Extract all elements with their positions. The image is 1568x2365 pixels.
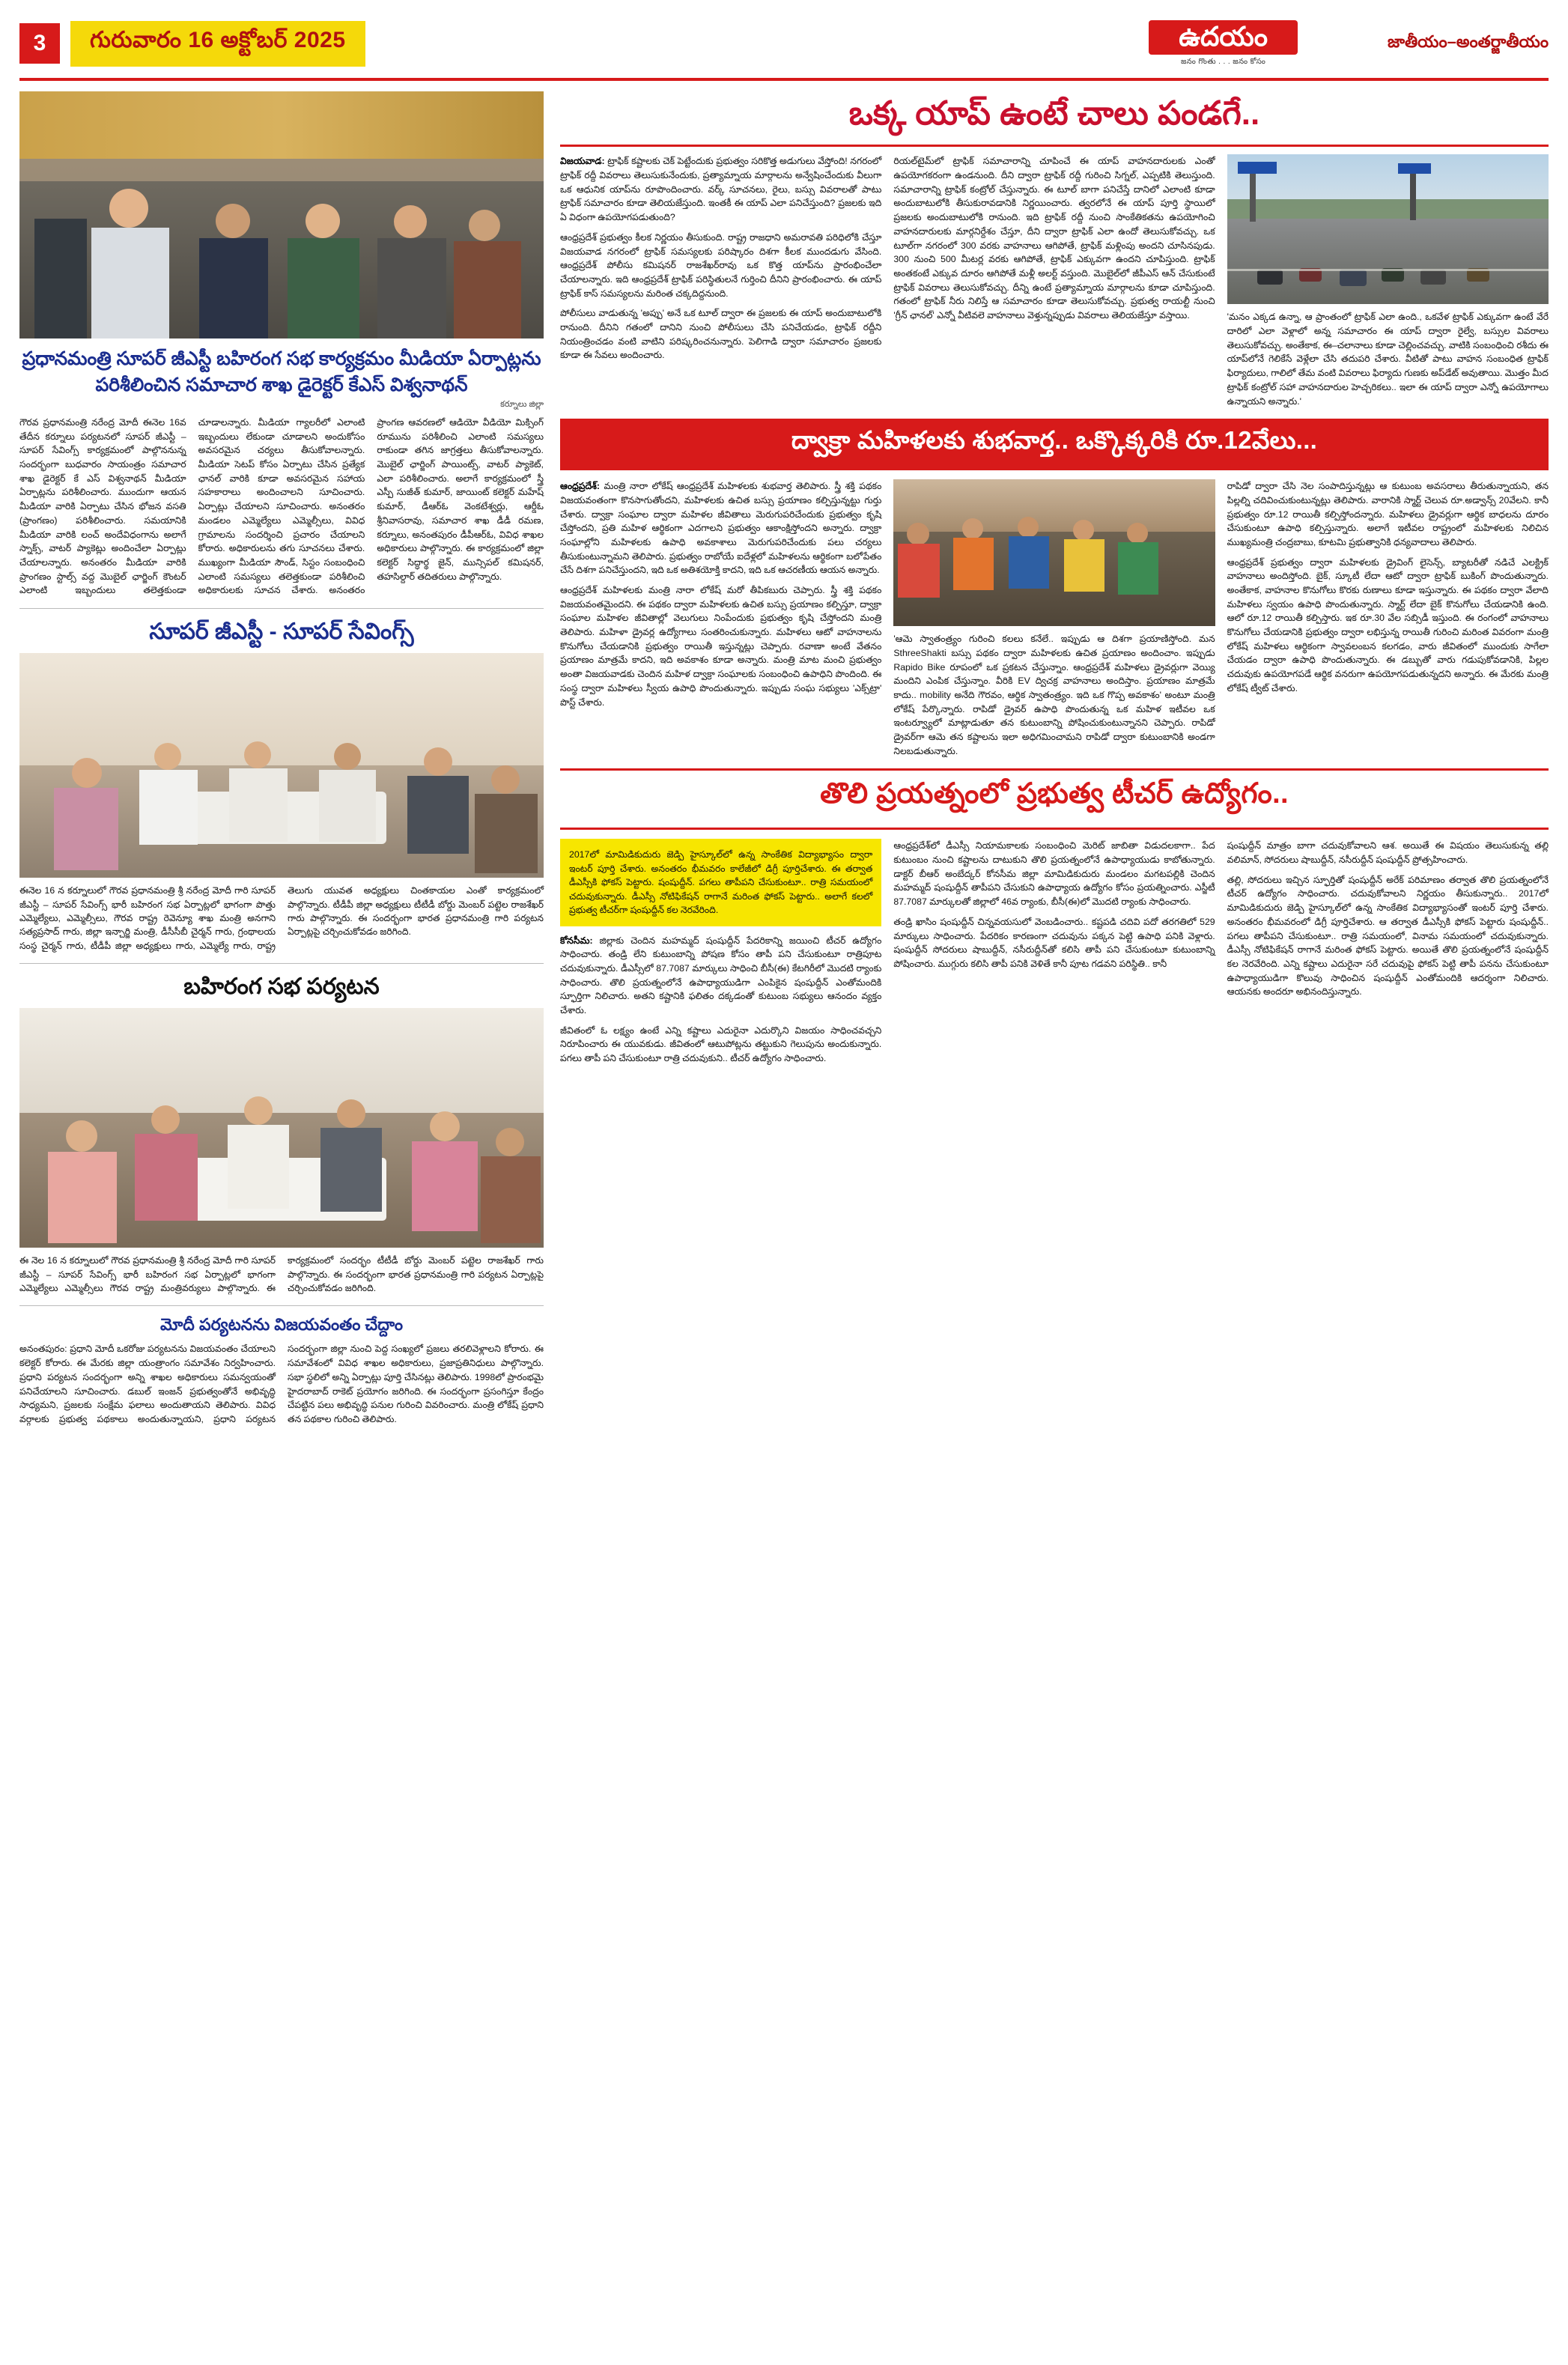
dwakra-col-3 <box>1227 479 1549 758</box>
headline-modi-tour: మోదీ పర్యటనను విజయవంతం చేద్దాం <box>159 1315 404 1335</box>
traffic-col-3 <box>1227 154 1549 408</box>
headline-public-meeting: బహిరంగ సభ పర్యటన <box>183 974 380 999</box>
publication-date: గురువారం 16 అక్టోబర్ 2025 <box>70 21 365 67</box>
photo-art <box>19 1008 544 1248</box>
headline-media-arrangements: ప్రధానమంత్రి సూపర్ జీఎస్టీ బహిరంగ సభ కార్యక్రమం మీడియా ఏర్పాట్లను పరిశీలించిన సమాచార శాఖ డైరెక్టర్ కేఎస్ విశ్వనాథన్ <box>22 348 541 395</box>
story-traffic-p4: రియల్‌టైమ్‌లో ట్రాఫిక్ సమాచారాన్ని చూపించే ఈ యాప్ వాహనదారులకు ఎంతో ఉపయోగకరంగా ఉండనుంది. దీని ద్వారా ట్రాఫిక్ రద్దీ గురించి సిగ్నల్, ఎప్పటికి తెలుస్తుంది. సమాచారాన్ని ట్రాఫిక్ కంట్రోల్ చేస్తున్నారు. ఈ టూల్ బాగా పనిచేస్తే దానిలో ఎలాంటి కూడా అందుబాటులోకి తీసుకురావడానికి నిర్ణయించారు. త్వరలోనే ఈ యాప్ పూర్తి స్థాయిలో ప్రజలకు అందుబాటులోకి రానుంది. ఇది ట్రాఫిక్ రద్దీ నుంచి సాంకేతికతను ఉపయోగించి వాహనదారులకు మార్గనిర్దేశం చేస్తూ, దీని ద్వారా ట్రాఫిక్ ఎలా ఉందో తెలుసుకోవచ్చు. ఒక టూల్‌గా నగరంలో 300 వరకు వాహనాలు ఆగిపోతే, ట్రాఫిక్ మళ్లింపు అందని చూసినపుడు. 300 నుంచి 500 మీటర్ల వరకు ఆగిపోతే, ట్రాఫిక్ ఎక్కువగా ఉందని చూపిస్తుంది. ట్రాఫిక్ అంతకంటే ఎక్కువ దూరం ఆగిపోతే మళ్లీ అలర్ట్ వస్తుంది. మొబైల్‌లో జీపీఎస్ ఆన్ చేసుకుంటే ట్రాఫిక్ వివరాలు తెలుసుకోవచ్చు. దీన్ని ఉంటే ప్రత్యామ్నాయ మార్గాలను కూడా చూపిస్తుంది. గతంలో ట్రాఫిక్ నీరు నిలిస్తే ఆ సమాచారం కూడా తెలుసుకోవచ్చు. ప్రభుత్వ రాయల్టీ నుంచి 'గ్రీన్ ఛానల్' ఎన్నో వీటివలె వాహనాలు వెళ్తున్నప్పుడు వివరాలు తెలియజేస్తూ వస్తాయి. <box>893 156 1215 321</box>
headline-super-gst: సూపర్ జీఎస్టీ - సూపర్ సేవింగ్స్ <box>149 619 414 644</box>
headline-traffic-app: ఒక్క యాప్ ఉంటే చాలు పండగే.. <box>848 95 1260 132</box>
divider <box>19 608 544 609</box>
story-traffic-p3: పోలీసులు వాడుతున్న 'అప్పు' అనే ఒక టూల్ ద్వారా ఈ ప్రజలకు ఈ యాప్ అందుబాటులోకి రానుంది. దీనిని గతంలో దానిని నుంచి పోలీసులు చేసి పనిచేయడం, ట్రాఫిక్ రద్దీని నియంత్రించడం వంటి వాటిని పరిష్కరించనున్నారు. పెలిగాడి ద్వారా సమాచారం ప్రజలకు కూడా ఈ సేవలు అందించారు. <box>560 308 882 361</box>
masthead <box>19 16 1549 81</box>
photo-art <box>893 479 1215 626</box>
teacher-story-grid <box>560 839 1549 1065</box>
divider <box>560 145 1549 147</box>
newspaper-logo <box>1149 20 1298 67</box>
story-traffic-p1 <box>560 154 881 224</box>
banner-dwakra-women: ద్వాక్రా మహిళలకు శుభవార్త.. ఒక్కొక్కరికి రూ.12వేలు... <box>560 419 1549 470</box>
story-media-arrangements: గౌరవ ప్రధానమంత్రి నరేంద్ర మోదీ ఈనెల 16వ తేదీన కర్నూలు పర్యటనలో సూపర్ జీఎస్టీ – సూపర్ సేవింగ్స్ కార్యక్రమంలో పాల్గొననున్న సందర్భంగా బుధవారం సాయంత్రం సమాచార శాఖ డైరెక్టర్ కే ఎస్ విశ్వనాథన్ మీడియా ఏర్పాట్లను పరిశీలించారు. ముందుగా ఆయన మీడియా వారికి ఏర్పాటు చేసిన భోజన వసతి (ప్రాంగణం) పరిశీలించారు. సమయానికి మీడియా వారికి లంచ్ అందేవిధంగాను అలాగే స్నాక్స్, వాటర్ ప్యాకెట్లు అందించేలా ఏర్పాట్లు చేయాలన్నారు. అనంతరం మీడియా వారికి ప్రాంగణం స్టాల్స్ వద్ద మొబైల్ ఛార్జింగ్ కౌంటర్ ఎలాంటి ఇబ్బందులు తలెత్తకుండా చూడాలన్నారు. మీడియా గ్యాలరీలో ఎలాంటి ఇబ్బందులు లేకుండా చూడాలని అందుకోసం అవసరమైన చర్యలు తీసుకోవాలన్నారు. మీడియా సెటప్ కోసం ఏర్పాటు చేసిన ప్రత్యేక ఛానల్ వారికి కూడా అవసరమైన సహాయ సహకారాలు అందించాలని సూచించారు. ఏర్పాట్లు చేయాలని సూచించారు. అనంతరం మండలం ఎమ్మెల్యేలు ఎమ్మెల్సీలు, వివిధ గ్రామాలను సందర్శించి ప్రచారం చేయాలని కోరారు. అధికారులను తగు సూచనలు చేశారు. ముఖ్యంగా మీడియా సౌండ్, సిస్టం సంబంధించి ఎలాంటి సమస్యలు తలెత్తకుండా పరిశీలించి అధికారులకు సూచన చేశారు. అనంతరం ప్రాంగణ ఆవరణలో ఆడియో వీడియో మిక్సింగ్ రూమును పరిశీలించి ఎలాంటి సమస్యలు రాకుండా తగిన జాగ్రత్తలు తీసుకోవాలన్నారు. మొబైల్ ఛార్జింగ్ పాయింట్స్, వాటర్ ప్యాకెట్, ఎలా పరిశీలించారు. అలాగే కార్యక్రమంలో స్త్రీ ఎస్పీ సుజీత్ కుమార్, జాయింట్ కలెక్టర్ మహేష్ కుమార్, డీఆర్ఓ వెంకటేశ్వర్లు, ఆర్డీఓ శ్రీనివాసరావు, సమాచార శాఖ డీడీ రమణ, కర్నూలు, అనంతపురం డీపీఆర్ఓ, వివిధ శాఖల అధికారులు పాల్గొన్నారు. ఈ కార్యక్రమంలో జిల్లా కలెక్టర్ సిద్ధార్థ జైన్, మున్సిపల్ కమిషనర్, తహసిల్దార్ తదితరులు పాల్గొన్నారు. <box>19 417 544 596</box>
traffic-story-grid <box>560 154 1549 408</box>
story-teacher-p1 <box>560 934 881 1018</box>
photo-art <box>19 91 544 338</box>
traffic-col-1 <box>560 154 881 408</box>
story-traffic-p5: 'మనం ఎక్కడ ఉన్నా, ఆ ప్రాంతంలో ట్రాఫిక్ ఎలా ఉంది., ఒకవేళ ట్రాఫిక్ ఎక్కువగా ఉంటే వేరే దారిలో ఎలా వెళ్లాలో అన్న సమాచారం ఈ యాప్ ద్వారా రైల్వే, బస్సుల వివరాలు తెలుసుకోవచ్చు. అంతేకాక, ఈ–చలానాలు కూడా చెల్లించవచ్చు. వాటికి సంబంధించి రశీదు ఈ యాప్‌లోనే గెలికేసే వెళ్లేలా చేసి తదుపరి చేశారు. వీటితో పాటు వాహన సంబంధిత ట్రాఫిక్ ఫిర్యాదులు, గాలిలో తేమ వంటి వివరాలు ఫిర్యాదు గుణకు అప్‌డేట్ అవుతాయి. మొత్తం మీద ట్రాఫిక్ కంట్రోల్ సహా వాహనదారుల హెచ్చరికలు.. ఇలా ఈ యాప్ ద్వారా ఎన్నో ఉపయోగాలు ఉన్నాయని అన్నారు.' <box>1227 312 1549 407</box>
article-super-gst-savings <box>19 616 544 953</box>
article-media-arrangements <box>19 91 544 598</box>
dwakra-col-1 <box>560 479 881 758</box>
teacher-col-1 <box>560 839 881 1065</box>
divider <box>19 963 544 964</box>
story-teacher-p4: తండ్రి ఖాసిం షంషుద్దీన్ చిన్నవయసులో వెంబడించారు.. కష్టపడి చదివి పదో తరగతిలో 529 మార్కులు సాధించారు. పేదరికం కారణంగా చదువును పక్కన పెట్టి ఉపాధి పనికి వెళ్లారు. షంషుద్దీన్ సోదరులు షాబుద్దీన్, నసీరుద్దీన్‌తో కలిసి తాపీ పని చేసుకుంటూ కుటుంబాన్ని పోషించారు. ముగ్గురు కలిసి తాపీ పనికి వెళితే కానీ పూట గడవని పరిస్థితి.. కానీ <box>893 916 1215 969</box>
story-teacher-p6: తల్లి, సోదరులు ఇచ్చిన స్ఫూర్తితో షంషుద్దీన్ అరేక్ పరిమాణం తర్వాత తొలి ప్రయత్నంలోనే టీచర్ ఉద్యోగం సాధించారు. చదువుకోవాలని నిర్ణయం తీసుకున్నారు.. 2017లో మామిడికుదురు జెడ్పి హైస్కూల్‌లో ఉన్న సాంకేతిక విద్యాభ్యాసంతో ఇంటర్ పూర్తి చేశారు. అనంతరం భీమవరంలో డిగ్రీ పూర్తిచేశారు. ఆ తర్వాత డీఎస్సీకి ఫోకస్ పెట్టారు షంషుద్దీన్.. పగలు తాపీపని చేసుకుంటూ.. రాత్రి సమయంలో, వినామ సమయంలో చదువుకున్నారు. డీఎస్సీ నోటిఫికేషన్ రాగానే మరింత ఫోకస్ పెట్టారు. అయితే తొలి ప్రయత్నంలోనే షంషుద్దీన్ కల నెరవేరింది. ఎన్ని కష్టాలు ఎదురైనా సరే చదువుపై ఫోకస్ పెట్టి తాపీ పనను చేసుకుంటూ ఉపాధ్యాయుడిగా కొలువు సాధించిన షంషుద్దీన్ ఎంతోమందికి ఆదర్శంగా నిలిచారు. ఆయనకు అందరూ అభినందిస్తున్నారు. <box>1227 874 1549 998</box>
banner-teacher-job: తొలి ప్రయత్నంలో ప్రభుత్వ టీచర్ ఉద్యోగం.. <box>560 768 1549 830</box>
story-dwakra-p4: రాపిడో ద్వారా చేసి నెల సంపాదిస్తున్నట్లు ఆ కుటుంబ అవసరాలు తీరుతున్నాయని, తన పిల్లల్ని చదివించుకుంటున్నట్లు తెలిపారు. వారానికి స్మార్ట్ చెలువ రూ.అడ్వాన్స్ 20వేలని. కానీ ప్రభుత్వం రూ.12 రాయితీ కల్పిస్తోందన్నారు. మహిళలు డ్రైవర్లుగా ఆర్థిక బాధలను దూరం చేసుకుంటూ ఉపాధి కల్పిస్తున్నారు. అలాగే ఇటీవల రాష్ట్రంలో మహిళలకు నిలిచిన ముఖ్యమంత్రి చంద్రబాబు, కూటమి ప్రభుత్వానికి ధన్యవాదాలు తెలిపారు. <box>1227 481 1549 547</box>
story-super-gst: ఈనెల 16 న కర్నూలులో గౌరవ ప్రధానమంత్రి శ్రీ నరేంద్ర మోదీ గారి సూపర్ జీఎస్టీ – సూపర్ సేవింగ్స్ భారీ బహిరంగ సభ ఏర్పాట్లలో భాగంగా పొత్తు ఎమ్మెల్యేలు, ఎమ్మెల్సీలు, గౌరవ రాష్ట్ర రెవెన్యూ శాఖ మంత్రి అనగాని సత్యప్రసాద్ గారు, జిల్లా ఇన్చార్జి మంత్రి, డీసీసీబీ చైర్మన్ గారు, గ్రంథాలయ సంస్థ చైర్మన్ గారు, టీడీపీ జిల్లా అధ్యక్షులు గారు, ఎమ్మెల్యే గారు, రాష్ట్ర తెలుగు యువత అధ్యక్షులు చింతకాయల ఎంతో కార్యక్రమంలో పాల్గొన్నారు. టీడీపీ జిల్లా అధ్యక్షులు టీటీడీ బోర్డు మెంబర్ పట్టెల రాజశేఖర్ గారు పాల్గొన్నారు. ఈ సందర్భంగా భారత ప్రధానమంత్రి గారి పర్యటన ఏర్పాట్లపై చర్చించుకోవడం జరిగింది. <box>19 885 544 951</box>
divider <box>19 1305 544 1306</box>
article-traffic-app <box>560 91 1549 408</box>
story-teacher-p2: జీవితంలో ఓ లక్ష్యం ఉంటే ఎన్ని కష్టాలు ఎదురైనా ఎదుర్కొని విజయం సాధించవచ్చని నిరూపించారు ఈ యువకుడు. జీవితంలో ఆటుపోట్లను తట్టుకుని గెలుపును అందుకున్నారు. పగలు తాపీ పని చేసుకుంటూ రాత్రి చదువుకుని.. టీచర్ ఉద్యోగం సాధించారు. <box>560 1024 882 1064</box>
traffic-col-2 <box>893 154 1215 408</box>
sofa-discussion-photo <box>19 1008 544 1248</box>
dwakra-col-2 <box>893 479 1215 758</box>
photo-art <box>19 653 544 878</box>
article-dwakra-women <box>560 479 1549 758</box>
story-modi-tour: అనంతపురం: ప్రధాని మోదీ ఒకరోజు పర్యటనను విజయవంతం చేయాలని కలెక్టర్ కోరారు. ఈ మేరకు జిల్లా యంత్రాంగం సమావేశం నిర్వహించారు. ప్రధాని పర్యటన సందర్భంగా అన్ని శాఖల అధికారులు సమన్వయంతో పనిచేయాలని సూచించారు. డబుల్ ఇంజన్ ప్రభుత్వంతోనే అభివృద్ధి సాధ్యమని, ప్రజలకు సంక్షేమ ఫలాలు అందుతాయని తెలిపారు. వివిధ వర్గాలకు ప్రభుత్వ పథకాలు అందుతున్నాయని, ప్రధాని పర్యటన సందర్భంగా జిల్లా నుంచి పెద్ద సంఖ్యలో ప్రజలు తరలివెళ్లాలని కోరారు. ఈ సమావేశంలో వివిధ శాఖల అధికారులు, ప్రజాప్రతినిధులు పాల్గొన్నారు. సభా స్థలిలో అన్ని ఏర్పాట్లు పూర్తి చేసినట్లు తెలిపారు. 1998లో ప్రారంభమై హైదరాబాద్ రాకెట్ ప్రయోగం జరిగింది. ఈ సందర్భంగా ప్రసంగిస్తూ కేంద్రం చేపట్టిన పలు అభివృద్ధి పనుల గురించి వివరించారు. మంత్రి లోకేష్ ప్రధాని తన పథకాల గురించి తెలిపారు. <box>19 1344 544 1424</box>
photo-credit: కర్నూలు జిల్లా <box>500 400 544 409</box>
story-public-meeting: ఈ నెల 16 న కర్నూలులో గౌరవ ప్రధానమంత్రి శ్రీ నరేంద్ర మోదీ గారి సూపర్ జీఎస్టీ – సూపర్ సేవింగ్స్ భారీ బహిరంగ సభ ఏర్పాట్లలో భాగంగా ఎమ్మెల్యేలు ఎమ్మెల్సీలు గౌరవ రాష్ట్ర మంత్రివర్యులు పాల్గొన్నారు. ఈ కార్యక్రమంలో సందర్భం టీటీడీ బోర్డు మెంబర్ పట్టెల రాజశేఖర్ గారు పాల్గొన్నారు. ఈ సందర్భంగా భారత ప్రధానమంత్రి గారి పర్యటన ఏర్పాట్లపై చర్చించుకోవడం జరిగింది. <box>19 1255 544 1293</box>
teacher-col-3 <box>1227 839 1549 1065</box>
page-content <box>19 91 1549 1437</box>
dateline-label: కోనసీమ: <box>560 935 593 946</box>
article-make-modi-tour-success <box>19 1314 544 1426</box>
round-table-meeting-photo <box>19 653 544 878</box>
logo-text: ఉదయం <box>1149 20 1298 55</box>
story-traffic-p1-text: ట్రాఫిక్ కష్టాలకు చెక్ పెట్టేందుకు ప్రభుత్వం సరికొత్త అడుగులు వేస్తోంది! నగరంలో ట్రాఫిక్ రద్దీ వివరాలు తెలుసుకునేందుకు, ప్రత్యామ్నాయ మార్గాలను అన్వేషించేందుకు వీలుగా ఒక ఆధునిక యాప్‌ను రూపొందించారు. వర్క్ సూచనలు, రైలు, బస్సు వివరాలతో పాటు ట్రాఫిక్ సమాచారం కూడా తెలియజేస్తుంది. ఇంతకీ ఈ యాప్ ఎలా పనిచేస్తుంది? ప్రజలకు ఇది ఏ విధంగా ఉపయోగపడుతుంది? <box>560 156 882 223</box>
story-traffic-p2: ఆంధ్రప్రదేశ్ ప్రభుత్వం కీలక నిర్ణయం తీసుకుంది. రాష్ట్ర రాజధాని అమరావతి పరిధిలోకి చేస్తూ విజయవాడ నగరంలో ట్రాఫిక్ సమస్యలకు పరిష్కారం దిశగా కీలక ముందడుగు వేసింది. ఆంధ్రప్రదేశ్ పోలీసు కమిషనర్ రాజశేఖర్‌రావు ఒక కొత్త యాప్‌ను ప్రారంభించేలా చేయాలన్నారు. ఇది ఆంధ్రప్రదేశ్ ట్రాఫిక్ పరిస్థితులనే గుర్తించి దీనిని ప్రారంభించారు. ఈ యాప్ ట్రాఫిక్ కాస్ సమస్యలను మరింత చక్కదిద్దనుంది. <box>560 231 882 299</box>
dateline-label: విజయవాడ: <box>560 156 605 167</box>
story-dwakra-p5: ఆంధ్రప్రదేశ్ ప్రభుత్వం ద్వారా మహిళలకు డ్రైవింగ్ లైసెన్స్, బ్యాటరీతో నడిచే ఎలక్ట్రిక్ వాహనాలు అందిస్తోంది. బైక్, స్కూటీ లేదా ఆటో ద్వారా ట్రాఫిక్ బుకింగ్ పొందుతున్నారు. అంతేకాక, వాహనాల కొనుగోలు కొరకు రుణాలు కూడా ఇస్తున్నారు. ఈ పథకం ద్వారా వేలాది మహిళలు స్వయం ఉపాధి పొందుతున్నారు. స్మార్ట్ లేదా బైక్ కొనుగోలు చేయడానికి ఉంది. ఆలో రూ.12 రాయితీ కల్పిస్తారు. ఇక రూ.30 వేల సబ్సిడీ ఇస్తుంది. ఈ రంగంలో వాహనాలు కొనుగోలు చేయడానికి ప్రభుత్వం ద్వారా లభిస్తున్న రాయితీ గురించి మరింత వివరంగా మంత్రి లోకేష్ మహిళలు ఆర్థికంగా స్వావలంబన కలగడం, వారు జీవితంలో ముందుకు సాగేలా చేయడం ద్వారా ఉపాధి పొందుతున్నారు. ఈ డబ్బుతో వారు గడుపుకోవడానికి, పిల్లల చదువుకు ఉపయోగపడే ఆర్థిక వనరుగా ఉపయోగపడుతున్నదని అన్నారు. ఈ మేరకు మంత్రి లోకేష్ ట్వీట్ చేశారు. <box>1227 556 1549 693</box>
photo-art <box>1227 154 1549 304</box>
story-teacher-p5: షంషుద్దీన్ మాత్రం బాగా చదువుకోవాలని ఆశ. అయితే ఈ విషయం తెలుసుకున్న తల్లి వలిమాన్, సోదరులు షాబుద్దీన్, నసీరుద్దీన్ షంషుద్దీన్ ప్రోత్సహించారు. <box>1227 840 1549 866</box>
highlight-box: 2017లో మామిడికుదురు జెడ్పి హైస్కూల్‌లో ఉన్న సాంకేతిక విద్యాభ్యాసం ద్వారా ఇంటర్ పూర్తి చేశారు. అనంతరం భీమవరం కాలేజీలో డిగ్రీ పూర్తిచేశారు. ఈ తర్వాత డీఎస్సీకి ఫోకస్ పెట్టారు. షంషుద్దీన్. పగలు తాపీపని చేసుకుంటూ.. రాత్రి సమయంలో చదువుకున్నారు. డీఎస్సీ నోటిఫికేషన్ రాగానే మరింత ఫోకస్ పెట్టారు.. అలాగే కలలో ప్రభుత్వ టీచర్‌గా షంషుద్దీన్ కల నెరవేరింది. <box>560 839 881 926</box>
story-teacher-p3: ఆంధ్రప్రదేశ్‌లో డీఎస్సీ నియామకాలకు సంబంధించి మెరిట్ జాబితా విడుదలకాగా.. పేద కుటుంబం నుంచి కష్టాలను దాటుకుని తొలి ప్రయత్నంలోనే ఉపాధ్యాయుడు కాబోతున్నారు. డాక్టర్ బీఆర్ అంబేద్కర్ కోనసీమ జిల్లా మామిడికుదురు మండలం మగటపల్లికి చెందిన మహమ్మద్ షంషుద్దీన్ తాపీపని చేసుకుని ఉపాధ్యాయ ఉద్యోగం కోసం ప్రయత్నించారు. ఎస్జీటీ 87.7087 మార్కులతో జిల్లాలో 46వ ర్యాంకు, బీసీ(ఈ)లో మొదటి ర్యాంకు సాధించారు. <box>893 840 1215 908</box>
story-dwakra-p1-text: మంత్రి నారా లోకేష్ ఆంధ్రప్రదేశ్ మహిళలకు శుభవార్త తెలిపారు. స్త్రీ శక్తి పథకం విజయవంతంగా కొనసాగుతోందని, మహిళలకు ఉచిత బస్సు ప్రయాణం కల్పిస్తున్నట్టు గుర్తు చేశారు. ద్వాక్రా సంఘాల ద్వారా మహిళల జీవితాలు మెరుగుపరిచేందుకు ప్రభుత్వం కృషి చేస్తోందని, ప్రతి మహిళ ఆర్థికంగా ఎదగాలని ప్రభుత్వం ఆకాంక్షిస్తోందని అన్నారు. ద్వాక్రా సంఘాల్లోని మహిళలకు ఉపాధి అవకాశాలు మెరుగుపరిచేందుకు పలు చర్యలు తీసుకుంటున్నామని తెలిపారు. ప్రభుత్వం రాబోయే ఐదేళ్లలో మహిళలను ఆర్థికంగా బలోపేతం చేసే దిశగా పనిచేస్తుందని, ఇది ఒక అతిశయోక్తి కాదని, ఇది ఒక ఆచరణీయ ఆయన అన్నారు. <box>560 481 882 576</box>
story-dwakra-p1 <box>560 479 881 577</box>
story-teacher-p1-text: జిల్లాకు చెందిన మహమ్మద్ షంషుద్దీన్ పేదరికాన్ని జయించి టీచర్ ఉద్యోగం సాధించారు. తండ్రి లేని కుటుంబాన్ని పోషణ కోసం తాపీ పని చేసుకుంటూ రాత్రిపూట చదువుకున్నారు. డీఎస్సీలో 87.7087 మార్కులు సాధించి బీసీ(ఈ) కేటగిరీలో మొదటి ర్యాంకు సాధించారు. తొలి ప్రయత్నంలోనే ఉపాధ్యాయుడిగా ఎంపికైన షంషుద్దీన్ ఎంతోమందికి స్ఫూర్తిగా నిలిచారు. అతని కష్టానికి ఫలితం దక్కడంతో కుటుంబ సభ్యులు ఆనందం వ్యక్తం చేశారు. <box>560 935 882 1016</box>
media-arrangements-inspection-photo <box>19 91 544 338</box>
city-traffic-road-photo <box>1227 154 1549 304</box>
story-dwakra-p2: ఆంధ్రప్రదేశ్ మహిళలకు మంత్రి నారా లోకేష్ మరో తీపికబురు చెప్పారు. స్త్రీ శక్తి పథకం విజయవంతమైందని. ఈ పథకం ద్వారా మహిళలకు ఉచిత బస్సు ప్రయాణం కల్పిస్తూ, ద్వాక్రా సంఘాల మహిళల జీవితాల్లో వెలుగులు నింపేందుకు ప్రభుత్వం కృషి చేస్తోందని మంత్రి తెలిపారు. మహిళా డ్రైవర్ల ఉద్యోగాలు సంతరించుకున్నారు. మహిళలు ఆటో వాహనాలను కొనుగోలు చేయడానికి ప్రభుత్వం రాయితీ ఇస్తున్నట్లు చెప్పారు. రవాణా అంటే వేతనం ప్రయాణం మాత్రమే కాదని, ఇది అవకాశం కూడా అన్నారు. మంత్రి మాట మంచి ప్రభుత్వం అంతా విజయవాడకు చెందిన మహిళ ద్వాక్రా సంఘాలకు సంబంధించి ఉపాధిని పొందింది. ఈ సంస్థ ద్వారా మహిళలు స్వీయ ఉపాధి పొందుతున్నారు. ఇప్పుడు సంఘ సభ్యులు 'ఎక్స్‌ట్రా' పొస్ట్ చేశారు. <box>560 585 882 708</box>
logo-tagline: జనం గొంతు . . . జనం కోసం <box>1180 57 1266 66</box>
article-public-meeting-tour <box>19 971 544 1295</box>
dwakra-story-grid <box>560 479 1549 758</box>
dateline-label: ఆంధ్రప్రదేశ్: <box>560 481 601 492</box>
page-number: 3 <box>19 23 60 64</box>
section-tag: జాతీయం–అంతర్జాతీయం <box>1387 31 1549 51</box>
left-column <box>19 91 544 1437</box>
right-column <box>560 91 1549 1437</box>
story-dwakra-p3: 'ఆమె స్వాతంత్ర్యం గురించి కలలు కనేలే.. ఇప్పుడు ఆ దిశగా ప్రయాణిస్తోంది. మన SthreeShakti బస్సు పథకం ద్వారా మహిళలకు ఉచిత ప్రయాణం అందించాం. ఇప్పుడు Rapido Bike రూపంలో ఒక ప్రకటన చేస్తున్నాం. ఆంధ్రప్రదేశ్ మహిళలు డ్రైవర్లుగా వెయ్యి మందిని ఎంపిక చేస్తున్నాం. వీరికి EV ద్విచక్ర వాహనాలు అందిస్తాం. ప్రయాణం మాత్రమే కాదు.. mobility అనేది గౌరవం, ఆర్థిక స్వాతంత్ర్యం. ఇది ఒక గొప్ప అవకాశం' అంటూ మంత్రి లోకేష్ పేర్కొన్నారు. రాపిడో డ్రైవర్ ఉపాధి పొందుతున్న ఒక మహిళ ఇటీవల ఒక ఇంటర్వ్యూలో మాట్లాడుతూ తన కుటుంబాన్ని పోషించుకుంటున్నానని చెప్పారు. రాపిడో డ్రైవర్‌గా ఆమె తన కష్టాలను ఇలా అధిగమించామని రాపిడో ద్వారా కుటుంబానికి అండగా నిలబడుతున్నారు. <box>893 634 1215 756</box>
article-teacher-job <box>560 839 1549 1065</box>
women-self-help-group-meeting-photo <box>893 479 1215 626</box>
teacher-col-2 <box>893 839 1215 1065</box>
